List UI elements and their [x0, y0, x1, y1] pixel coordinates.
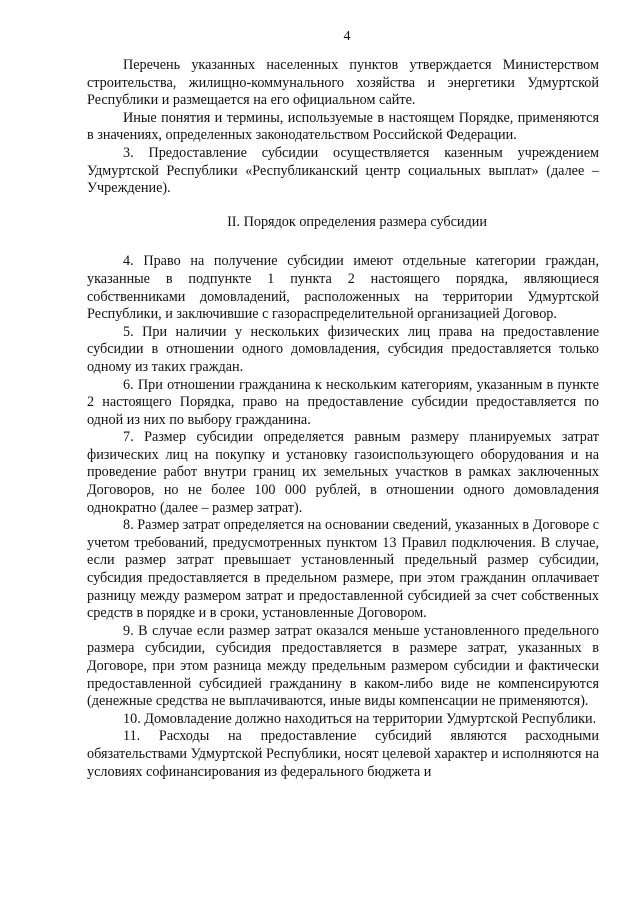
paragraph-4: 4. Право на получение субсидии имеют отдельные категории граждан, указанные в подпункте 1 пункта 2 настоящего порядка, являющиеся собственниками домовладений, расположенных на территории Удмуртской Республики, и заключившие с газораспределительной организацией Договор.: [87, 253, 599, 323]
paragraph-terms: Иные понятия и термины, используемые в настоящем Порядке, применяются в значениях, определенных законодательством Российской Федерации.: [87, 109, 599, 144]
paragraph-3: 3. Предоставление субсидии осуществляется казенным учреждением Удмуртской Республики «Республиканский центр социальных выплат» (далее – Учреждение).: [87, 144, 599, 197]
paragraph-5: 5. При наличии у нескольких физических лиц права на предоставление субсидии в отношении одного домовладения, субсидия предоставляется только одному из таких граждан.: [87, 323, 599, 375]
paragraph-10: 10. Домовладение должно находиться на территории Удмуртской Республики.: [123, 710, 597, 727]
document-page: [87, 28, 599, 781]
paragraph-settlements-list: Перечень указанных населенных пунктов утверждается Министерством строительства, жилищно-коммунального хозяйства и энергетики Удмуртской Республики и размещается на его официальном сайте.: [87, 57, 599, 109]
paragraph-6: 6. При отношении гражданина к нескольким категориям, указанным в пункте 2 настоящего Порядка, право на предоставление субсидии предоставляется по одной из них по выбору гражданина.: [87, 376, 599, 428]
paragraph-7: 7. Размер субсидии определяется равным размеру планируемых затрат физических лиц на покупку и установку газоиспользующего оборудования и на проведение работ внутри границ их земельных участков в рамках заключенных Договоров, но не более 100 000 рублей, в отношении одного домовладения однократно (далее – размер затрат).: [87, 429, 599, 516]
paragraph-11: 11. Расходы на предоставление субсидий являются расходными обязательствами Удмуртской Республики, носят целевой характер и исполняются на условиях софинансирования из федерального бюджета и: [87, 728, 599, 780]
paragraph-9: 9. В случае если размер затрат оказался меньше установленного предельного размера субсидии, субсидия предоставляется в размере затрат, указанных в Договоре, при этом разница между предельным размером субсидии и фактически предоставленной субсидией гражданину в каком-либо виде не компенсируются (денежные средства не выплачиваются, иные виды компенсации не применяются).: [87, 622, 599, 710]
paragraph-8: 8. Размер затрат определяется на основании сведений, указанных в Договоре с учетом требований, предусмотренных пунктом 13 Правил подключения. В случае, если размер затрат превышает установленный предельный размер субсидии, субсидия предоставляется в предельном размере, при этом гражданин оплачивает разницу между размером затрат и предоставленной субсидией за счет собственных средств в порядке и в сроки, установленные Договором.: [87, 517, 599, 622]
page-number: 4: [343, 29, 351, 44]
section-heading: II. Порядок определения размера субсидии: [227, 213, 487, 230]
